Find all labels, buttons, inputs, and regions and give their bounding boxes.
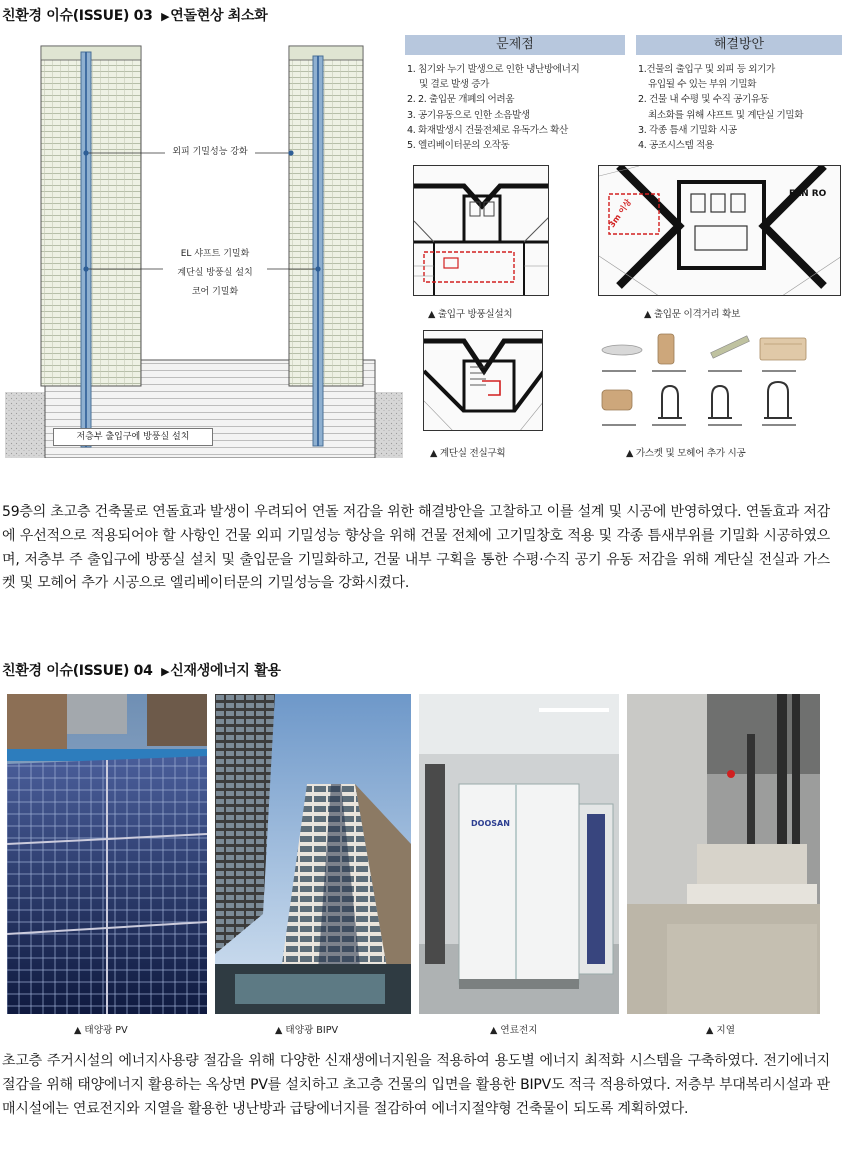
distance-label: 3m 이상	[607, 197, 634, 230]
stair-vestibule-plan	[423, 330, 543, 431]
problem-item: 1. 침기와 누기 발생으로 인한 냉난방에너지	[407, 64, 580, 75]
photo-fuel-cell	[419, 694, 619, 1014]
problem-item: 5. 엘리베이터문의 오작동	[407, 140, 510, 152]
gasket-mohair-samples	[598, 330, 812, 432]
solution-item: 1.건물의 출입구 및 외피 등 외기가	[638, 64, 775, 75]
solution-item: 2. 건물 내 수평 및 수직 공기유동	[638, 94, 769, 106]
core-label-line1: EL 샤프트 기밀화	[180, 249, 250, 259]
solution-item: 3. 각종 틈새 기밀화 시공	[638, 124, 737, 136]
core-label-line3: 코어 기밀화	[191, 287, 239, 297]
photo-solar-bipv	[215, 694, 411, 1014]
caption-gasket-mohair: ▲ 가스켓 및 모헤어 추가 시공	[626, 448, 746, 459]
problem-item: 및 결로 발생 증가	[419, 79, 490, 91]
caption-solar-bipv: ▲ 태양광 BIPV	[275, 1025, 339, 1036]
issue03-title	[2, 5, 267, 25]
issue04-subtitle: 신재생에너지 활용	[170, 663, 281, 679]
issue04-title	[2, 660, 281, 680]
issue03-subtitle: 연돌현상 최소화	[170, 8, 268, 24]
solution-item: 최소화를 위해 샤프트 및 계단실 기밀화	[648, 109, 804, 121]
problem-item: 4. 화재발생시 건물전체로 유독가스 확산	[407, 124, 568, 136]
solution-item: 4. 공조시스템 적용	[638, 140, 714, 152]
doosan-logo-text: DOOSAN	[471, 819, 510, 828]
problem-header: 문제점	[405, 35, 625, 55]
solution-list	[638, 62, 846, 153]
building-section-drawing	[5, 42, 403, 458]
problem-list	[407, 62, 635, 153]
photo-geothermal	[627, 694, 820, 1014]
fan-room-label: FAN RO	[789, 189, 827, 199]
core-label-line2: 계단실 방풍실 설치	[177, 268, 253, 278]
caption-solar-pv: ▲ 태양광 PV	[74, 1025, 128, 1036]
photo-solar-pv	[7, 694, 207, 1014]
caption-geothermal: ▲ 지열	[706, 1025, 735, 1036]
arrow-right-icon: ▶	[161, 665, 170, 678]
problem-item: 3. 공기유동으로 인한 소음발생	[407, 109, 530, 121]
issue03-paragraph: 59층의 초고층 건축물로 연돌효과 발생이 우려되어 연돌 저감을 위한 해결방안을 고찰하고 이를 설계 및 시공에 반영하였다. 연돌효과 저감에 우선적으로 적용되어야 할 사항인 건물 외피 기밀성능 향상을 위해 건물 전체에 고기밀창호 적용 및 각종 틈새부위를 기밀화 시공하였으며, 저층부 주 출입구에 방풍실 설치 및 출입문을 기밀화하고, 건물 내부 구획을 통한 수평·수직 공기 유동 저감을 위해 계단실 전실과 가스켓 및 모헤어 추가 시공으로 엘리베이터문의 기밀성능을 강화시켰다.	[2, 504, 830, 592]
caption-fuel-cell: ▲ 연료전지	[490, 1025, 538, 1036]
entrance-windbreak-plan	[413, 165, 549, 296]
issue04-paragraph: 초고층 주거시설의 에너지사용량 절감을 위해 다양한 신재생에너지원을 적용하여 용도별 에너지 최적화 시스템을 구축하였다. 전기에너지 절감을 위해 태양에너지 활용하는 옥상면 PV를 설치하고 초고층 건물의 입면을 활용한 BIPV도 적극 적용하였다. 저층부 부대복리시설과 판매시설에는 연료전지와 지열을 활용한 냉난방과 급탕에너지를 절감하여 에너지절약형 건축물이 되도록 계획하였다.	[2, 1053, 830, 1117]
issue04-title-text: 친환경 이슈(ISSUE) 04	[2, 663, 153, 679]
caption-stair-vestibule: ▲ 계단실 전실구획	[430, 448, 506, 459]
arrow-right-icon: ▶	[161, 10, 170, 23]
issue03-title-text: 친환경 이슈(ISSUE) 03	[2, 8, 153, 24]
solution-header: 해결방안	[636, 35, 842, 55]
problem-item: 2. 2. 출입문 개폐의 어려움	[407, 94, 515, 106]
solution-item: 유입될 수 있는 부위 기밀화	[648, 79, 757, 91]
caption-door-distance: ▲ 출입문 이격거리 확보	[644, 309, 741, 320]
door-distance-plan	[598, 165, 841, 296]
core-airtight-label	[163, 245, 267, 302]
facade-airtight-label: 외피 기밀성능 강화	[165, 143, 255, 162]
lower-entrance-label: 저층부 출입구에 방풍실 설치	[53, 428, 213, 446]
caption-entrance-windbreak: ▲ 출입구 방풍실설치	[428, 309, 513, 320]
